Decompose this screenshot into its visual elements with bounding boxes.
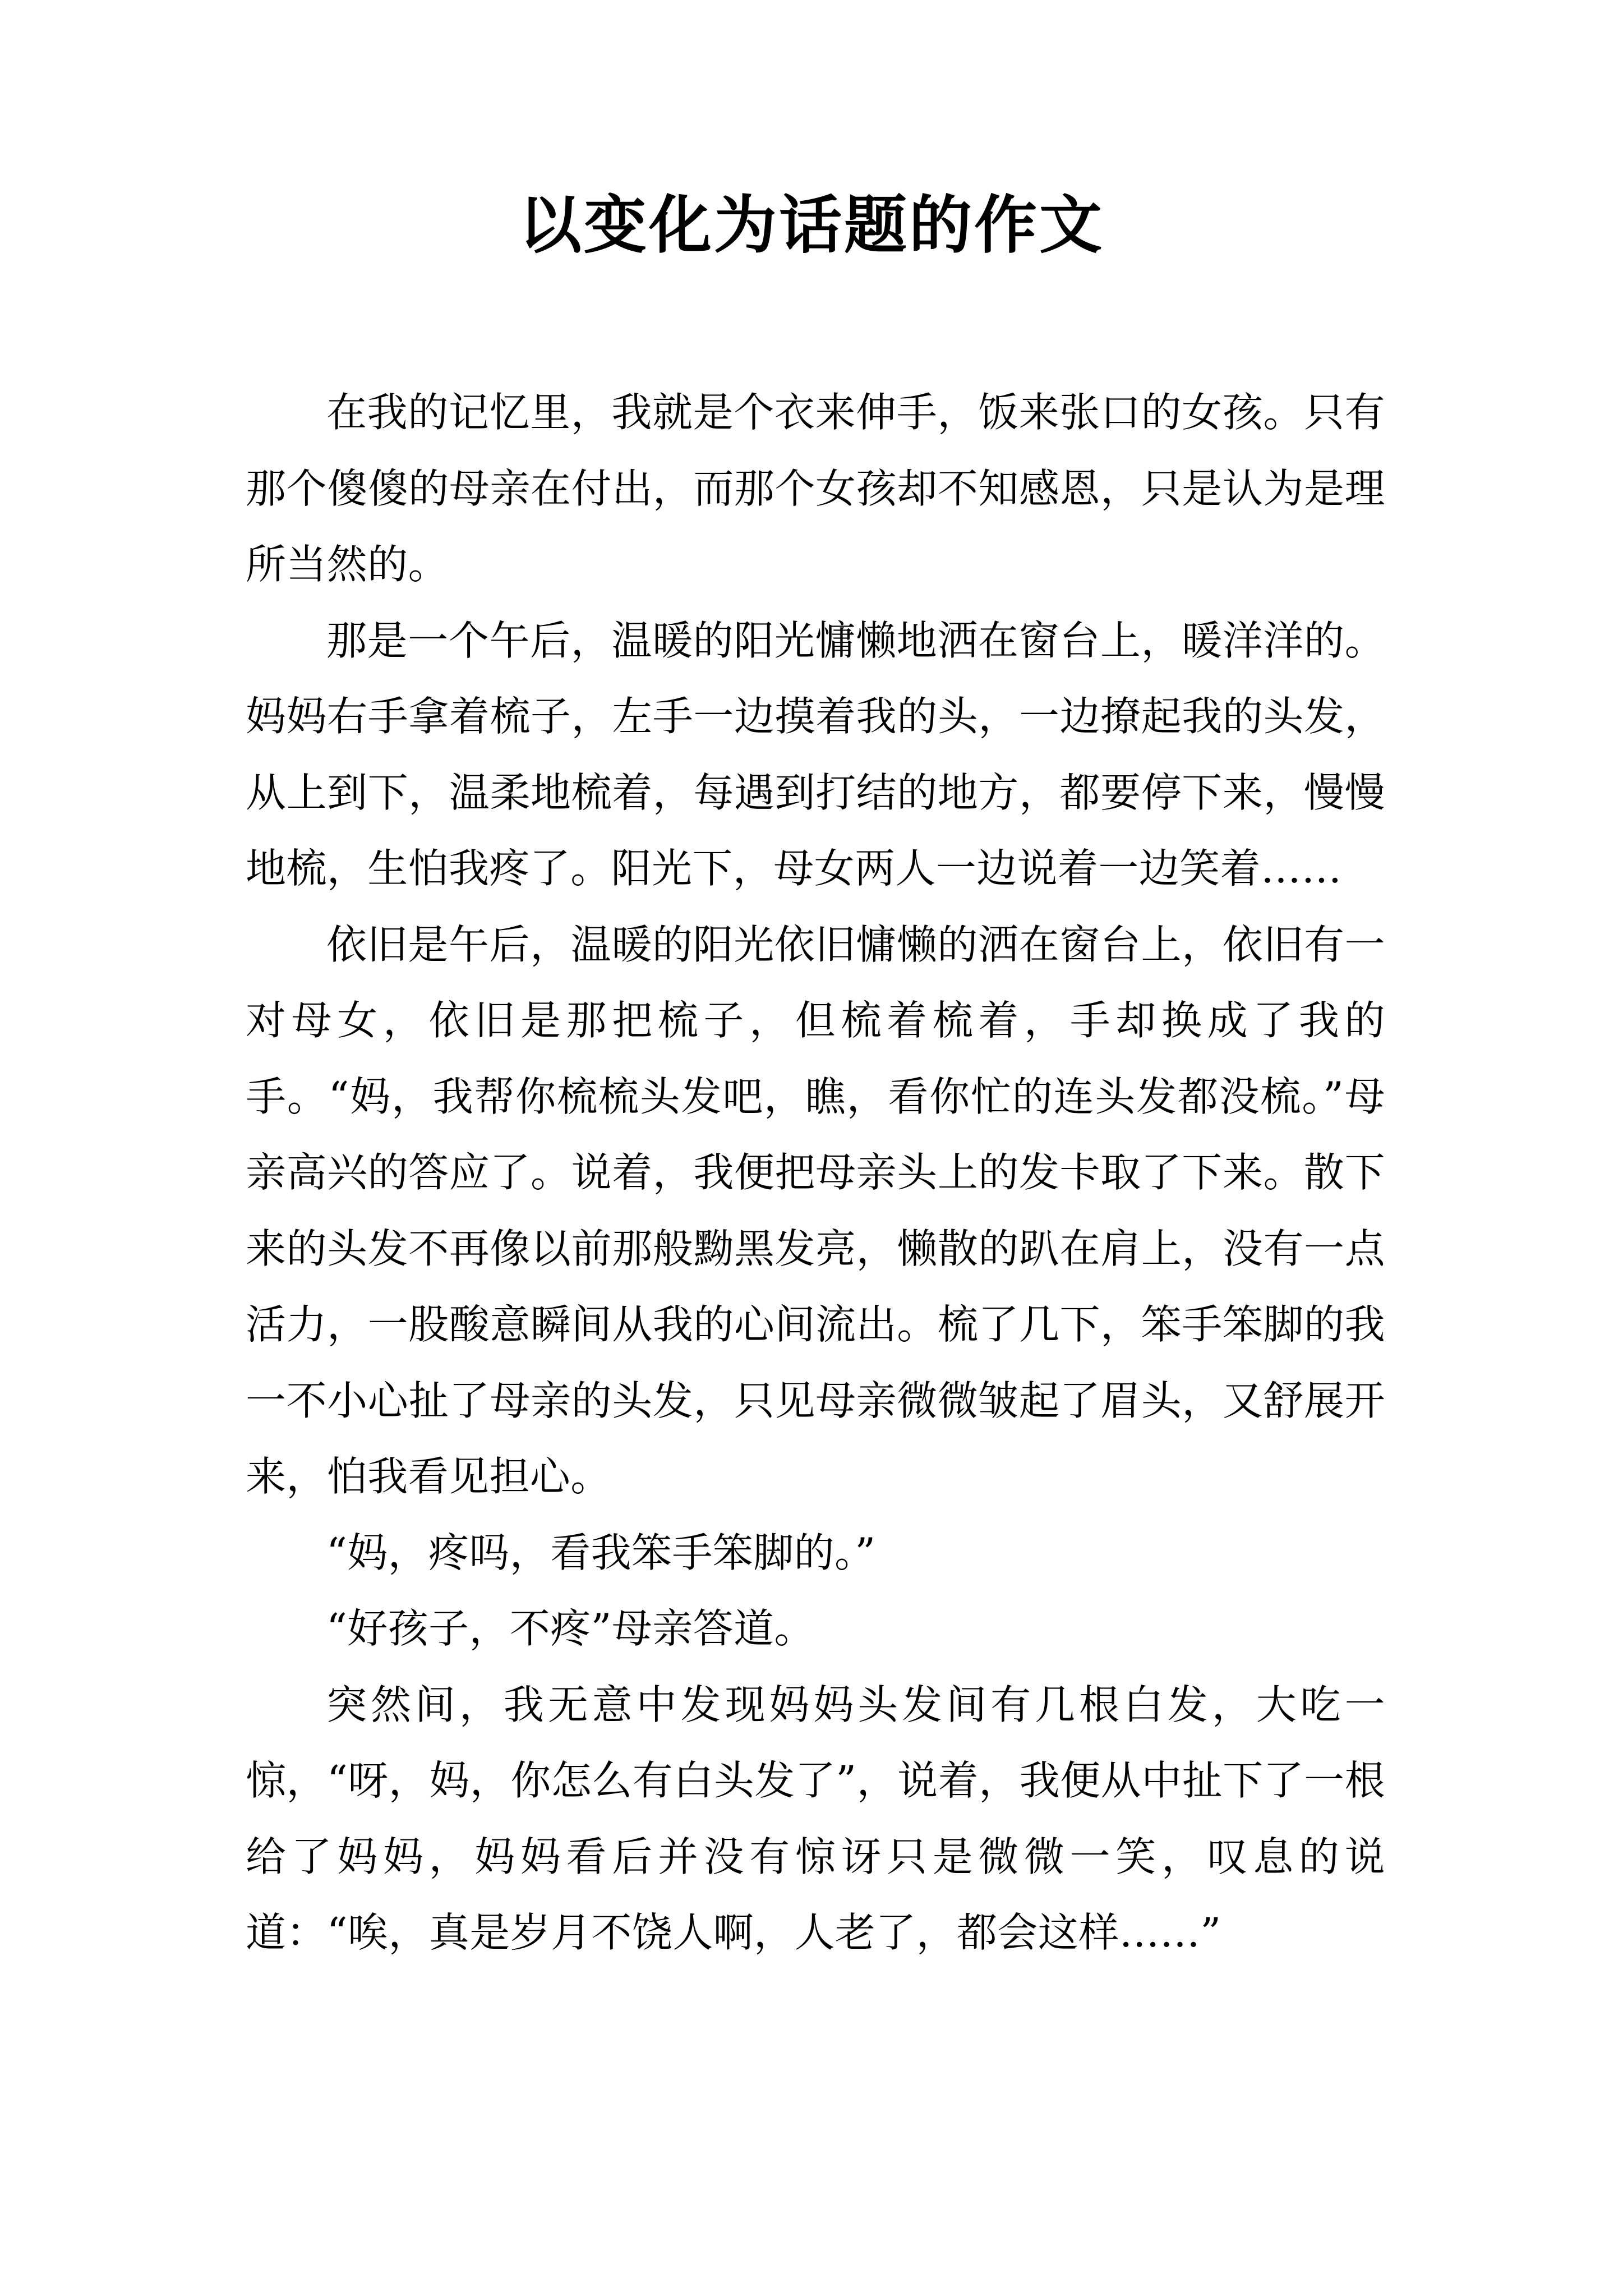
paragraph: 在我的记忆里，我就是个衣来伸手，饭来张口的女孩。只有那个傻傻的母亲在付出，而那个女孩却不知感恩，只是认为是理所当然的。	[246, 389, 1385, 588]
document-body	[246, 375, 1385, 1971]
document-title: 以变化为话题的作文	[519, 188, 1104, 262]
paragraph: “好孩子，不疼”母亲答道。	[326, 1605, 815, 1652]
paragraph: 突然间，我无意中发现妈妈头发间有几根白发，大吃一惊，“呀，妈，你怎么有白头发了”，说着，我便从中扯下了一根给了妈妈，妈妈看后并没有惊讶只是微微一笑，叹息的说道：“唉，真是岁月不饶人啊，人老了，都会这样……”	[246, 1681, 1385, 1956]
paragraph: “妈，疼吗，看我笨手笨脚的。”	[326, 1529, 876, 1576]
paragraph: 依旧是午后，温暖的阳光依旧慵懒的洒在窗台上，依旧有一对母女，依旧是那把梳子，但梳着梳着，手却换成了我的手。“妈，我帮你梳梳头发吧，瞧，看你忙的连头发都没梳。”母亲高兴的答应了。说着，我便把母亲头上的发卡取了下来。散下来的头发不再像以前那般黝黑发亮，懒散的趴在肩上，没有一点活力，一股酸意瞬间从我的心间流出。梳了几下，笨手笨脚的我一不小心扯了母亲的头发，只见母亲微微皱起了眉头，又舒展开来，怕我看见担心。	[246, 921, 1385, 1500]
paragraph: 那是一个午后，温暖的阳光慵懒地洒在窗台上，暖洋洋的。妈妈右手拿着梳子，左手一边摸着我的头，一边撩起我的头发，从上到下，温柔地梳着，每遇到打结的地方，都要停下来，慢慢地梳，生怕我疼了。阳光下，母女两人一边说着一边笑着……	[246, 616, 1385, 892]
